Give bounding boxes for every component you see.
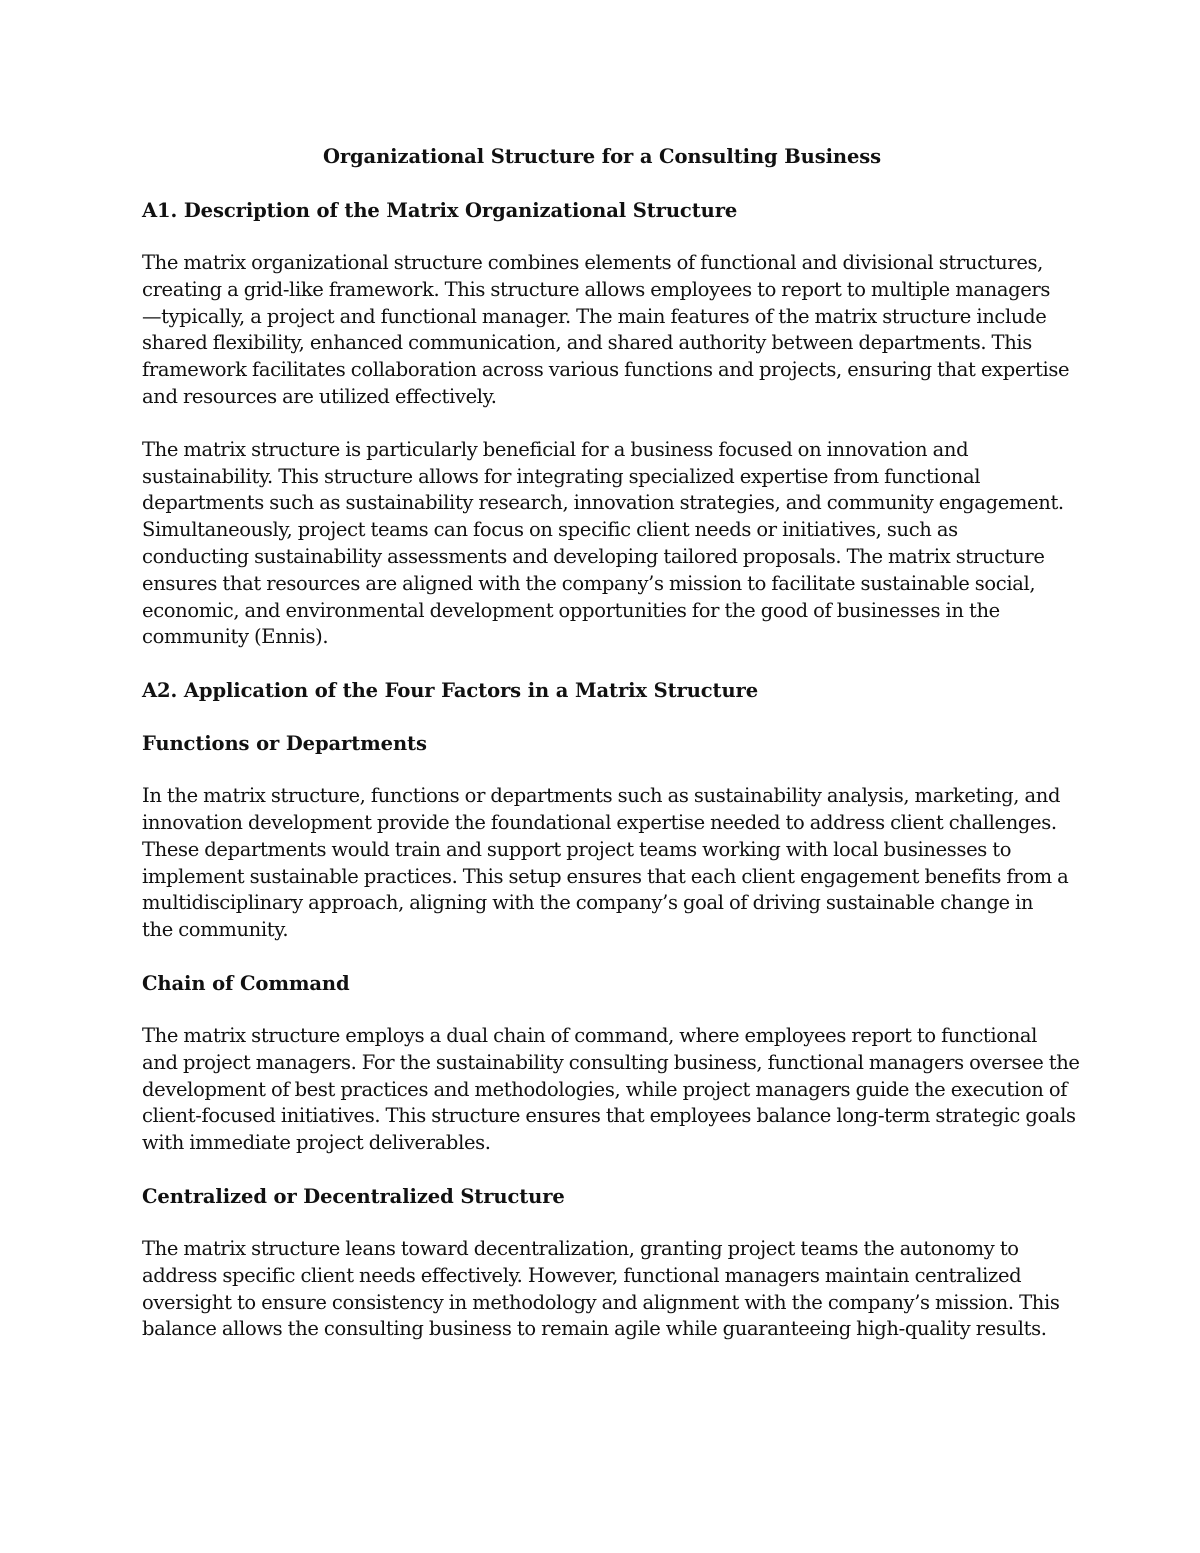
text-line: The matrix organizational structure combines elements of functional and divisional structures,	[142, 251, 1044, 274]
paragraph-centralized	[142, 1236, 1062, 1343]
text-line: and resources are utilized effectively.	[142, 384, 497, 408]
text-line: oversight to ensure consistency in methodology and alignment with the company’s mission. This	[142, 1290, 1060, 1314]
text-line: economic, and environmental development opportunities for the good of businesses in the	[142, 598, 1000, 622]
text-line: sustainability. This structure allows for integrating specialized expertise from functional	[142, 464, 981, 488]
text-line: multidisciplinary approach, aligning with the company’s goal of driving sustainable change in	[142, 891, 1034, 915]
text-line: and project managers. For the sustainability consulting business, functional managers oversee the	[142, 1050, 1080, 1074]
section-heading-a2: A2. Application of the Four Factors in a Matrix Structure	[142, 679, 759, 703]
text-line: framework facilitates collaboration across various functions and projects, ensuring that expertise	[142, 358, 1070, 382]
paragraph-chain-of-command	[142, 1023, 1080, 1157]
text-line: innovation development provide the foundational expertise needed to address client challenges.	[142, 810, 1057, 834]
text-line: The matrix structure leans toward decentralization, granting project teams the autonomy to	[142, 1236, 1019, 1260]
text-line: the community.	[142, 918, 289, 942]
text-line: implement sustainable practices. This setup ensures that each client engagement benefits from a	[142, 864, 1069, 888]
paragraph-a1-benefits	[142, 437, 1062, 651]
text-line: In the matrix structure, functions or departments such as sustainability analysis, marketing, and	[142, 784, 1061, 808]
document-page	[142, 140, 1080, 1369]
subheading-centralized: Centralized or Decentralized Structure	[142, 1184, 565, 1208]
document-title: Organizational Structure for a Consulting Business	[322, 145, 882, 168]
text-line: Simultaneously, project teams can focus on specific client needs or initiatives, such as	[142, 518, 958, 542]
section-heading-a1: A1. Description of the Matrix Organizational Structure	[142, 199, 738, 222]
text-line: conducting sustainability assessments and developing tailored proposals. The matrix structure	[142, 544, 1045, 568]
text-line: address specific client needs effectively. However, functional managers maintain centralized	[142, 1263, 1022, 1287]
subheading-functions: Functions or Departments	[142, 732, 427, 756]
text-line: departments such as sustainability research, innovation strategies, and community engagement.	[142, 491, 1064, 515]
text-line: ensures that resources are aligned with the company’s mission to facilitate sustainable social,	[142, 571, 1036, 595]
text-line: creating a grid-like framework. This structure allows employees to report to multiple managers	[142, 277, 1051, 301]
text-line: with immediate project deliverables.	[142, 1131, 491, 1155]
text-line: client-focused initiatives. This structure ensures that employees balance long-term strategic goals	[142, 1104, 1076, 1128]
text-line: balance allows the consulting business to remain agile while guaranteeing high-quality results.	[142, 1317, 1047, 1341]
text-line: The matrix structure employs a dual chain of command, where employees report to functional	[142, 1023, 1038, 1047]
paragraph-a1-description	[142, 250, 1070, 411]
text-line: community (Ennis).	[142, 625, 329, 649]
text-line: development of best practices and methodologies, while project managers guide the execution of	[142, 1077, 1068, 1101]
text-line: —typically, a project and functional manager. The main features of the matrix structure include	[142, 304, 1047, 328]
text-line: The matrix structure is particularly beneficial for a business focused on innovation and	[142, 437, 969, 461]
text-line: shared flexibility, enhanced communication, and shared authority between departments. This	[142, 331, 1032, 355]
paragraph-functions	[142, 783, 1069, 944]
subheading-chain-of-command: Chain of Command	[142, 971, 350, 995]
text-line: These departments would train and support project teams working with local businesses to	[142, 837, 1012, 861]
